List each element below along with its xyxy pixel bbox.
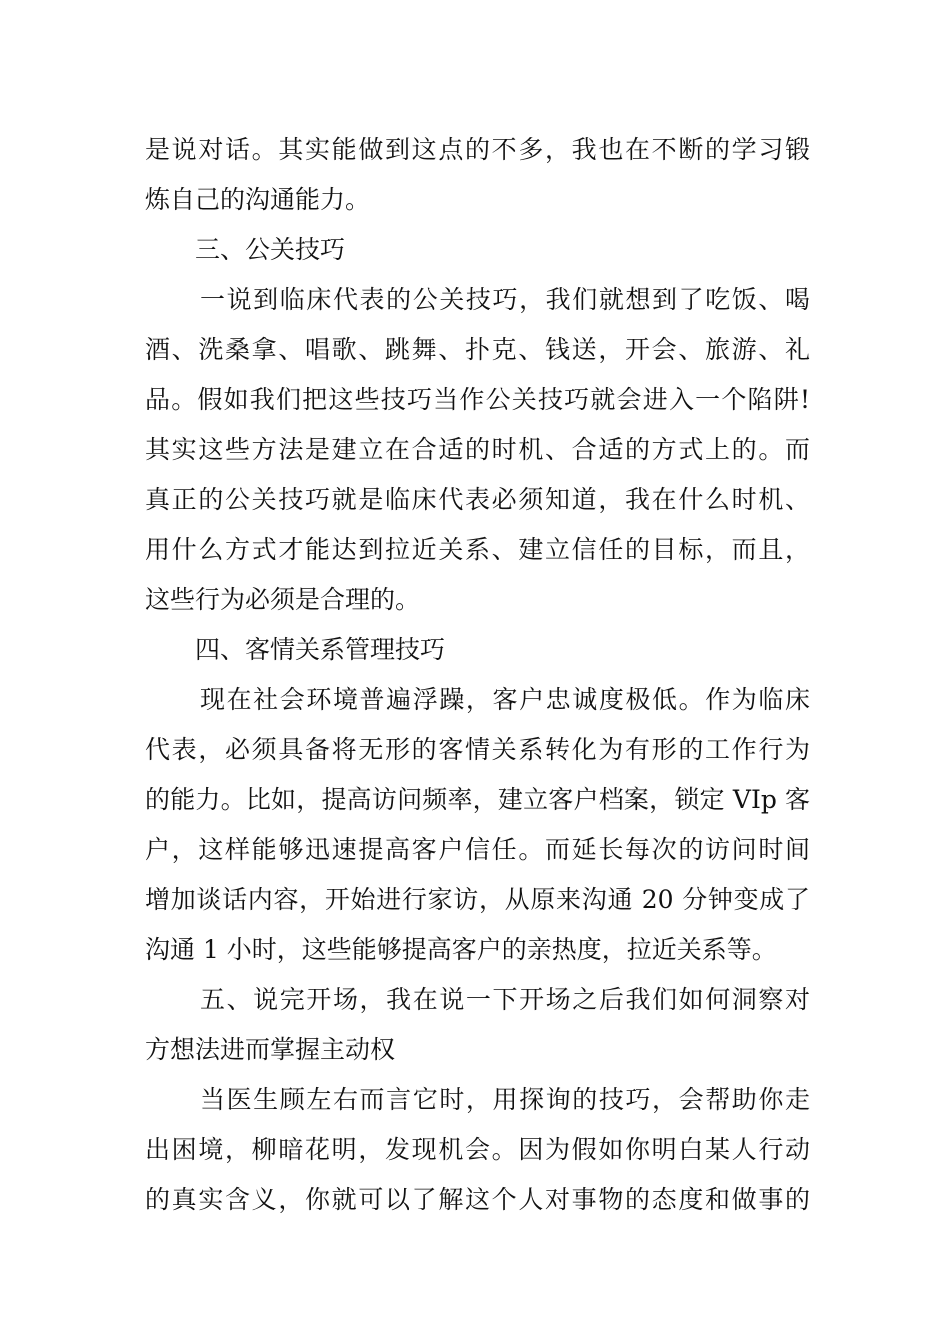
text-line: 出困境，柳暗花明，发现机会。因为假如你明白某人行动 [145,1135,810,1164]
section-heading-4: 四、客情关系管理技巧 [195,635,446,664]
section-heading-5: 五、说完开场，我在说一下开场之后我们如何洞察对 [200,985,810,1014]
text-line: 的能力。比如，提高访问频率，建立客户档案，锁定 VIp 客 [145,785,810,814]
text-line: 现在社会环境普遍浮躁，客户忠诚度极低。作为临床 [200,685,810,714]
text-line: 一说到临床代表的公关技巧，我们就想到了吃饭、喝 [200,285,810,314]
text-line: 其实这些方法是建立在合适的时机、合适的方式上的。而 [145,435,810,464]
text-line: 沟通 1 小时，这些能够提高客户的亲热度，拉近关系等。 [145,935,777,964]
section-heading-5-cont: 方想法进而掌握主动权 [145,1035,396,1064]
text-line: 真正的公关技巧就是临床代表必须知道，我在什么时机、 [145,485,810,514]
text-line: 这些行为必须是合理的。 [145,585,421,614]
section-heading-3: 三、公关技巧 [195,235,346,264]
text-line: 是说对话。其实能做到这点的不多，我也在不断的学习锻 [145,135,810,164]
text-line: 代表，必须具备将无形的客情关系转化为有形的工作行为 [145,735,810,764]
text-line: 炼自己的沟通能力。 [145,185,371,214]
text-line: 的真实含义，你就可以了解这个人对事物的态度和做事的 [145,1185,810,1214]
text-line: 户，这样能够迅速提高客户信任。而延长每次的访问时间 [145,835,810,864]
text-line: 当医生顾左右而言它时，用探询的技巧，会帮助你走 [200,1085,810,1114]
text-line: 品。假如我们把这些技巧当作公关技巧就会进入一个陷阱! [145,385,810,414]
text-line: 用什么方式才能达到拉近关系、建立信任的目标，而且， [145,535,810,564]
text-line: 增加谈话内容，开始进行家访，从原来沟通 20 分钟变成了 [145,885,810,914]
text-line: 酒、洗桑拿、唱歌、跳舞、扑克、钱送，开会、旅游、礼 [145,335,810,364]
